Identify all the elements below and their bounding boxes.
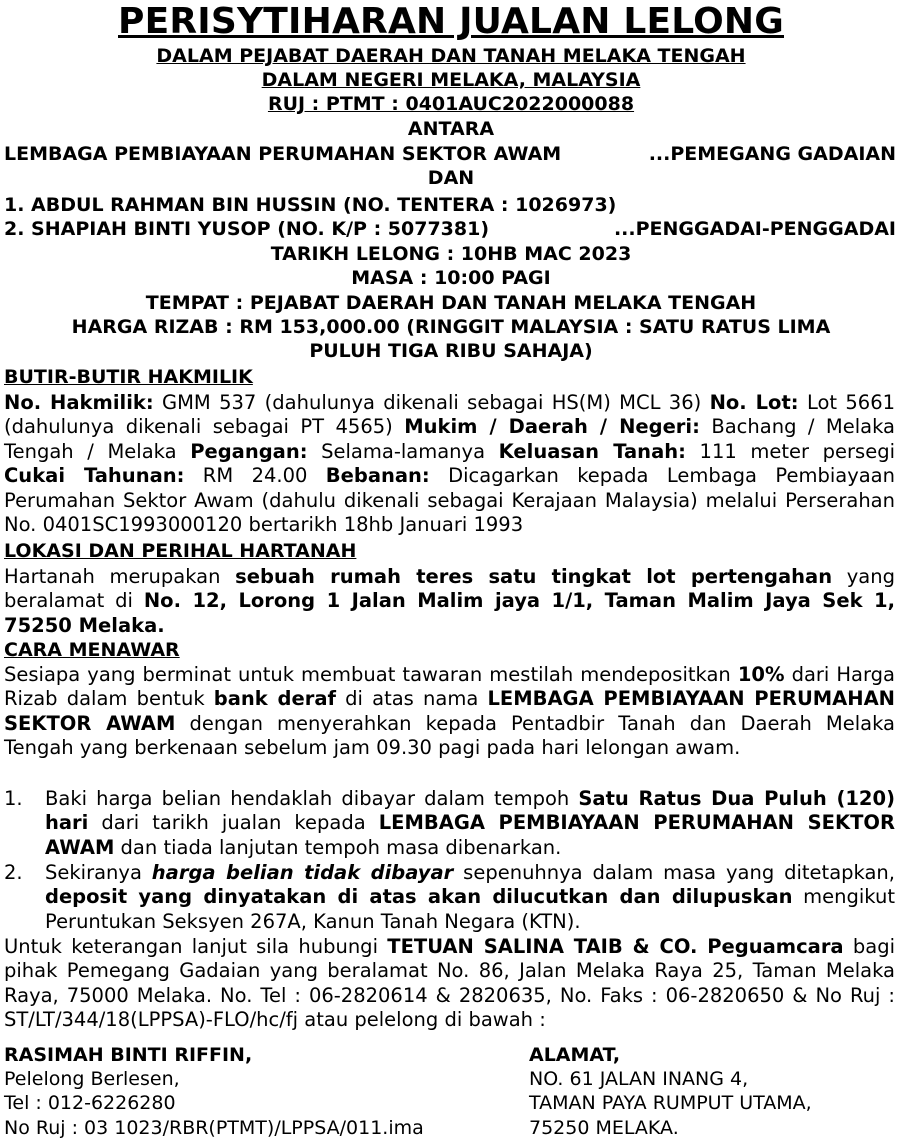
reserve-price-line-2: PULUH TIGA RIBU SAHAJA) xyxy=(309,340,593,362)
reserve-price-line-1: HARGA RIZAB : RM 153,000.00 (RINGGIT MALAYSIA : SATU RATUS LIMA xyxy=(71,316,831,338)
title-details-paragraph: No. Hakmilik: GMM 537 (dahulunya dikenali sebagai HS(M) MCL 36) No. Lot: Lot 5661 (dahulunya dikenali sebagai PT 4565) Mukim / Daerah / Negeri: Bachang / Melaka Tengah / Melaka Pegangan: Selama-lamanya Keluasan Tanah: 111 meter persegi Cukai Tahunan: RM 24.00 Bebanan: Dicagarkan kepada Lembaga Pembiayaan Perumahan Sektor Awam (dahulu dikenali sebagai Kerajaan Malaysia) melalui Perserahan No. 0401SC1993000120 bertarikh 18hb Januari 1993 xyxy=(4,391,896,537)
address-line-3: 75250 MELAKA. xyxy=(529,1116,679,1139)
bidding-paragraph: Sesiapa yang berminat untuk membuat tawaran mestilah mendepositkan 10% dari Harga Rizab dalam bentuk bank deraf di atas nama LEMBAGA PEMBIAYAAN PERUMAHAN SEKTOR AWAM dengan menyerahkan kepada Pentadbir Tanah dan Daerah Melaka Tengah yang berkenaan sebelum jam 09.30 pagi pada hari lelongan awam. xyxy=(4,663,896,760)
list-number: 1. xyxy=(4,787,23,810)
auction-time: MASA : 10:00 PAGI xyxy=(351,267,551,289)
and-line: DAN xyxy=(427,167,475,189)
location-heading: LOKASI DAN PERIHAL HARTANAH xyxy=(4,540,357,562)
reference-line: RUJ : PTMT : 0401AUC2022000088 xyxy=(267,93,635,115)
address-block xyxy=(529,1043,812,1140)
between-line: ANTARA xyxy=(407,118,495,140)
auction-date: TARIKH LELONG : 10HB MAC 2023 xyxy=(270,243,632,265)
location-paragraph: Hartanah merupakan sebuah rumah teres satu tingkat lot pertengahan yang beralamat di No. 12, Lorong 1 Jalan Malim jaya 1/1, Taman Malim Jaya Sek 1, 75250 Melaka. xyxy=(4,565,895,637)
notice-title: PERISYTIHARAN JUALAN LELONG xyxy=(118,1,784,42)
bidding-heading: CARA MENAWAR xyxy=(4,639,180,661)
chargee-name: LEMBAGA PEMBIAYAAN PERUMAHAN SEKTOR AWAM xyxy=(4,143,562,165)
chargor-2-row xyxy=(4,217,896,241)
chargor-role: ...PENGGADAI-PENGGADAI xyxy=(613,218,896,240)
auctioneer-tel: Tel : 012-6226280 xyxy=(4,1092,176,1115)
auctioneer-name: RASIMAH BINTI RIFFIN, xyxy=(4,1044,253,1066)
office-line: DALAM PEJABAT DAERAH DAN TANAH MELAKA TENGAH xyxy=(156,45,746,67)
auctioneer-ref: No Ruj : 03 1023/RBR(PTMT)/LPPSA/011.ima xyxy=(4,1116,424,1139)
auction-place: TEMPAT : PEJABAT DAERAH DAN TANAH MELAKA TENGAH xyxy=(145,292,757,314)
bidding-condition-2: 2. Sekiranya harga belian tidak dibayar sepenuhnya dalam masa yang ditetapkan, deposit yang dinyatakan di atas akan dilucutkan dan dilupuskan mengikut Peruntukan Seksyen 267A, Kanun Tanah Negara (KTN). xyxy=(4,861,895,933)
auctioneer-block xyxy=(4,1043,424,1140)
contact-paragraph: Untuk keterangan lanjut sila hubungi TETUAN SALINA TAIB & CO. Peguamcara bagi pihak Pemegang Gadaian yang beralamat No. 86, Jalan Melaka Raya 25, Taman Melaka Raya, 75000 Melaka. No. Tel : 06-2820614 & 2820635, No. Faks : 06-2820650 & No Ruj : ST/LT/344/18(LPPSA)-FLO/hc/fj atau pelelong di bawah : xyxy=(4,935,895,1032)
title-details-heading: BUTIR-BUTIR HAKMILIK xyxy=(4,366,253,388)
address-heading: ALAMAT, xyxy=(529,1044,621,1066)
address-line-1: NO. 61 JALAN INANG 4, xyxy=(529,1068,749,1091)
state-line: DALAM NEGERI MELAKA, MALAYSIA xyxy=(261,69,641,91)
address-line-2: TAMAN PAYA RUMPUT UTAMA, xyxy=(529,1092,812,1115)
chargor-2: 2. SHAPIAH BINTI YUSOP (NO. K/P : 5077381) xyxy=(4,218,490,240)
auctioneer-role: Pelelong Berlesen, xyxy=(4,1068,180,1091)
list-number: 2. xyxy=(4,861,23,884)
chargor-1: 1. ABDUL RAHMAN BIN HUSSIN (NO. TENTERA : 1026973) xyxy=(4,194,617,216)
chargee-role: ...PEMEGANG GADAIAN xyxy=(648,143,896,165)
chargee-row xyxy=(4,142,896,166)
bidding-condition-1: 1. Baki harga belian hendaklah dibayar dalam tempoh Satu Ratus Dua Puluh (120) hari dari tarikh jualan kepada LEMBAGA PEMBIAYAAN PERUMAHAN SEKTOR AWAM dan tiada lanjutan tempoh masa dibenarkan. xyxy=(4,787,896,859)
